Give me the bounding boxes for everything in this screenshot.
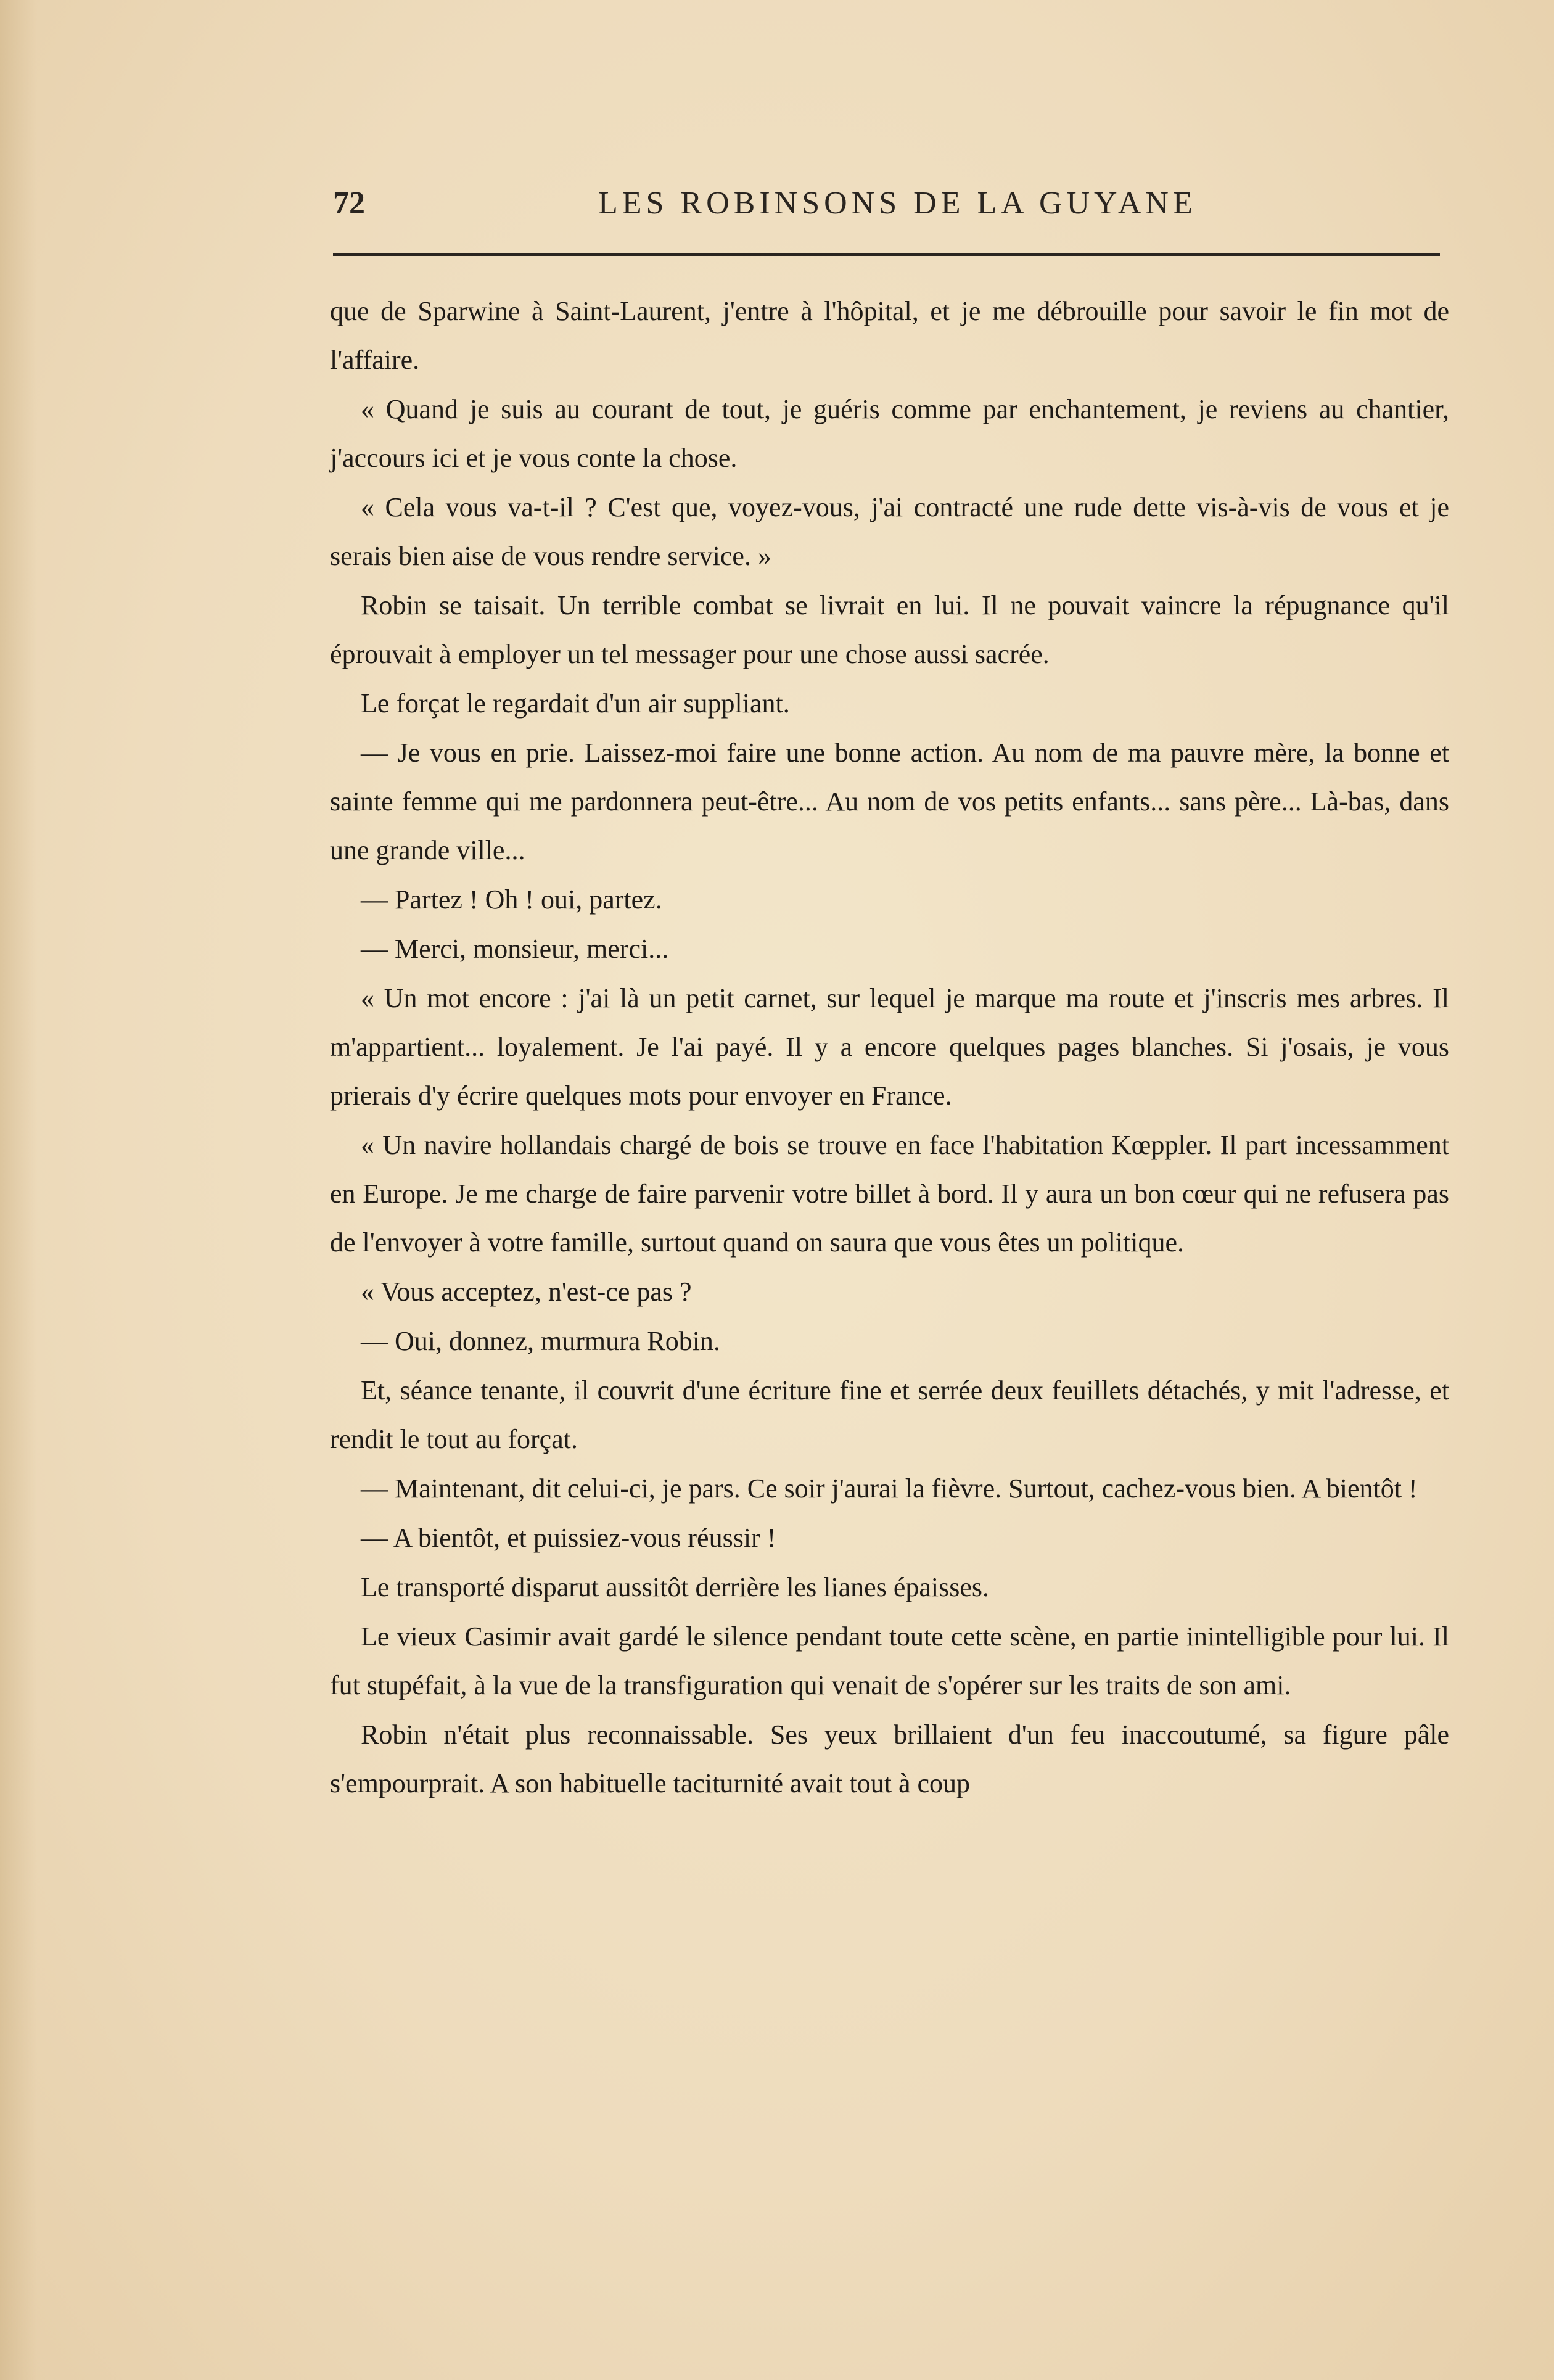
paragraph: — Maintenant, dit celui-ci, je pars. Ce soir j'aurai la fièvre. Surtout, cachez-vous bien. A bientôt ! [361,1473,1418,1504]
paragraph: « Quand je suis au courant de tout, je guéris comme par enchantement, je reviens au chantier, j'accours ici et je vous conte la chose. [330,394,1449,473]
body-text [330,287,1449,1808]
paragraph: Robin se taisait. Un terrible combat se livrait en lui. Il ne pouvait vaincre la répugnance qu'il éprouvait à employer un tel messager pour une chose aussi sacrée. [330,590,1449,669]
running-title: LES ROBINSONS DE LA GUYANE [598,186,1197,221]
paragraph: « Cela vous va-t-il ? C'est que, voyez-vous, j'ai contracté une rude dette vis-à-vis de vous et je serais bien aise de vous rendre service. » [330,492,1449,571]
page-number: 72 [333,186,365,221]
paragraph: — Je vous en prie. Laissez-moi faire une bonne action. Au nom de ma pauvre mère, la bonne et sainte femme qui me pardonnera peut-être... Au nom de vos petits enfants... sans père... Là-bas, dans une grande ville... [330,738,1449,865]
paragraph: « Vous acceptez, n'est-ce pas ? [361,1277,692,1307]
paragraph: Robin n'était plus reconnaissable. Ses yeux brillaient d'un feu inaccoutumé, sa figure pâle s'empourprait. A son habituelle taciturnité avait tout à coup [330,1719,1449,1798]
running-header [333,185,1443,234]
paragraph: — Partez ! Oh ! oui, partez. [361,884,662,915]
paragraph: Le vieux Casimir avait gardé le silence pendant toute cette scène, en partie inintelligible pour lui. Il fut stupéfait, à la vue de la transfiguration qui venait de s'opérer sur les traits de son ami. [330,1621,1449,1700]
paragraph: Le transporté disparut aussitôt derrière les lianes épaisses. [361,1572,990,1602]
header-rule [333,253,1440,256]
paragraph: Et, séance tenante, il couvrit d'une écriture fine et serrée deux feuillets détachés, y mit l'adresse, et rendit le tout au forçat. [330,1375,1449,1454]
paragraph: — A bientôt, et puissiez-vous réussir ! [361,1523,776,1553]
paragraph: — Oui, donnez, murmura Robin. [361,1326,720,1356]
paragraph: « Un navire hollandais chargé de bois se trouve en face l'habitation Kœppler. Il part incessamment en Europe. Je me charge de faire parvenir votre billet à bord. Il y aura un bon cœur qui ne refusera pas de l'envoyer à votre famille, surtout quand on saura que vous êtes un politique. [330,1130,1449,1258]
page-edge-shading [0,0,37,2380]
paragraph: — Merci, monsieur, merci... [361,934,669,964]
paragraph: « Un mot encore : j'ai là un petit carnet, sur lequel je marque ma route et j'inscris mes arbres. Il m'appartient... loyalement. Je l'ai payé. Il y a encore quelques pages blanches. Si j'osais, je vous prierais d'y écrire quelques mots pour envoyer en France. [330,983,1449,1111]
paragraph: Le forçat le regardait d'un air suppliant. [361,688,790,719]
paragraph: que de Sparwine à Saint-Laurent, j'entre à l'hôpital, et je me débrouille pour savoir le fin mot de l'affaire. [330,296,1449,375]
